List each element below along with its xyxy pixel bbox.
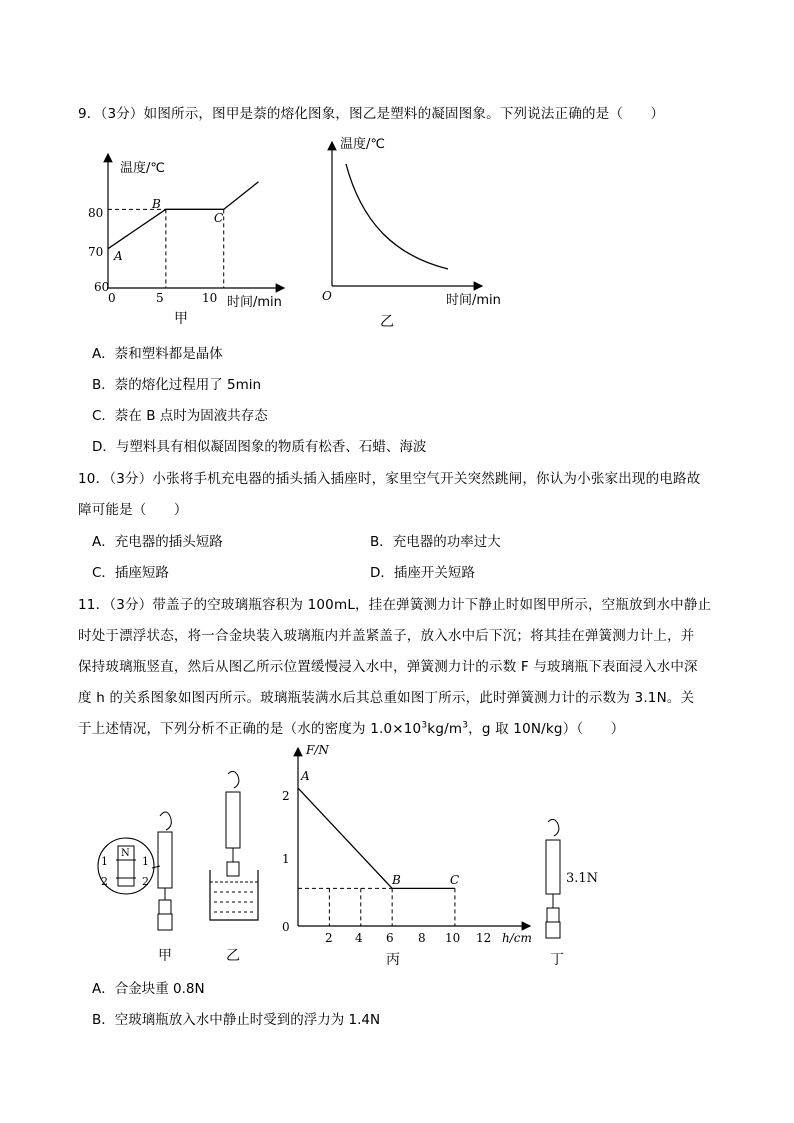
bing-x-tick-8: 8: [418, 931, 426, 945]
jia-caption: 甲: [174, 311, 188, 327]
q10-option-b: B．充电器的功率过大: [370, 534, 501, 550]
jia-point-b: B: [152, 197, 161, 211]
q10-option-d: D．插座开关短路: [370, 565, 475, 581]
jia-scale-1l: 1: [101, 855, 108, 868]
q11-stem-2: 时处于漂浮状态，将一合金块装入玻璃瓶内并盖紧盖子，放入水中后下沉；将其挂在弹簧测力计上，并: [78, 628, 695, 644]
fig-yi: [200, 770, 270, 970]
q11-stem-3: 保持玻璃瓶竖直，然后从图乙所示位置缓慢浸入水中，弹簧测力计的示数 F 与玻璃瓶下表面浸入水中深: [78, 659, 698, 675]
q11-option-b: B．空玻璃瓶放入水中静止时受到的浮力为 1.4N: [92, 1012, 381, 1028]
bing-x-tick-12: 12: [476, 931, 492, 945]
q10-option-c: C．插座短路: [92, 565, 169, 581]
jia-series-line: [108, 182, 258, 249]
bing-y-tick-2: 2: [282, 789, 290, 803]
jia-y-tick-70: 70: [88, 245, 104, 259]
ding-reading: 3.1N: [566, 871, 599, 886]
fig-ding-caption: 丁: [550, 952, 564, 968]
jia-scale-1r: 1: [142, 855, 149, 868]
fig-jia: [96, 808, 196, 968]
bing-y-tick-1: 1: [282, 852, 290, 866]
jia-y-tick-60: 60: [94, 280, 110, 294]
yi-caption: 乙: [380, 314, 394, 330]
q10-stem-1: 10．（3分）小张将手机充电器的插头插入插座时，家里空气开关突然跳闸，你认为小张家出现的电路故: [78, 471, 701, 487]
fig-ding: [536, 816, 616, 972]
jia-y-label: 温度/℃: [120, 161, 165, 176]
graph-bing: [276, 742, 536, 974]
jia-point-c: C: [214, 211, 224, 225]
q10-option-a: A．充电器的插头短路: [92, 534, 223, 550]
q11-option-a: A．合金块重 0.8N: [92, 981, 205, 997]
bing-caption: 丙: [386, 952, 400, 968]
q11-stem-1: 11．（3分）带盖子的空玻璃瓶容积为 100mL，挂在弹簧测力计下静止时如图甲所示，空瓶放到水中静止: [78, 597, 712, 613]
yi-x-label: 时间/min: [446, 293, 501, 308]
bing-point-b: B: [392, 873, 401, 887]
q11-stem-5: 于上述情况，下列分析不正确的是（水的密度为 $1.0\times 10^3kg/m^3$，g 取 10N/kg）（ ）: [78, 720, 625, 737]
jia-x-label: 时间/min: [227, 295, 282, 310]
jia-scale-2r: 2: [142, 875, 149, 888]
q9-option-c: C．萘在 B 点时为固液共存态: [92, 408, 268, 424]
bing-series-line: [298, 788, 455, 888]
q10-stem-2: 障可能是（ ）: [78, 502, 188, 518]
jia-scale-2l: 2: [101, 875, 108, 888]
bing-point-a: A: [301, 769, 310, 783]
jia-x-tick-10: 10: [202, 291, 218, 305]
yi-curve: [346, 164, 448, 269]
q9-stem: 9．（3分）如图所示，图甲是萘的熔化图象，图乙是塑料的凝固图象。下列说法正确的是（ ）: [78, 106, 665, 122]
bing-x-tick-2: 2: [325, 931, 333, 945]
yi-y-label: 温度/℃: [340, 137, 385, 152]
jia-y-tick-80: 80: [88, 206, 104, 220]
bing-y-tick-0: 0: [282, 920, 290, 934]
yi-origin: O: [322, 289, 332, 303]
q9-option-b: B．萘的熔化过程用了 5min: [92, 377, 262, 393]
jia-point-a: A: [114, 249, 123, 263]
q9-option-a: A．萘和塑料都是晶体: [92, 346, 223, 362]
fig-jia-caption: 甲: [158, 948, 172, 964]
bing-x-tick-4: 4: [355, 931, 363, 945]
fig-yi-caption: 乙: [226, 948, 240, 964]
jia-x-tick-0: 0: [108, 291, 116, 305]
jia-x-tick-5: 5: [156, 291, 164, 305]
bing-y-label: F/N: [306, 743, 329, 757]
graph-yi: [318, 128, 518, 338]
q9-option-d: D．与塑料具有相似凝固图象的物质有松香、石蜡、海波: [92, 439, 427, 455]
bing-point-c: C: [450, 873, 460, 887]
bing-x-tick-6: 6: [386, 931, 394, 945]
q11-stem-4: 度 h 的关系图象如图丙所示。玻璃瓶装满水后其总重如图丁所示，此时弹簧测力计的示数为 3.1N。关: [78, 690, 695, 706]
bing-x-tick-10: 10: [445, 931, 461, 945]
jia-unit: N: [121, 848, 130, 859]
graph-jia: [88, 148, 288, 338]
bing-x-label: h/cm: [502, 931, 532, 945]
